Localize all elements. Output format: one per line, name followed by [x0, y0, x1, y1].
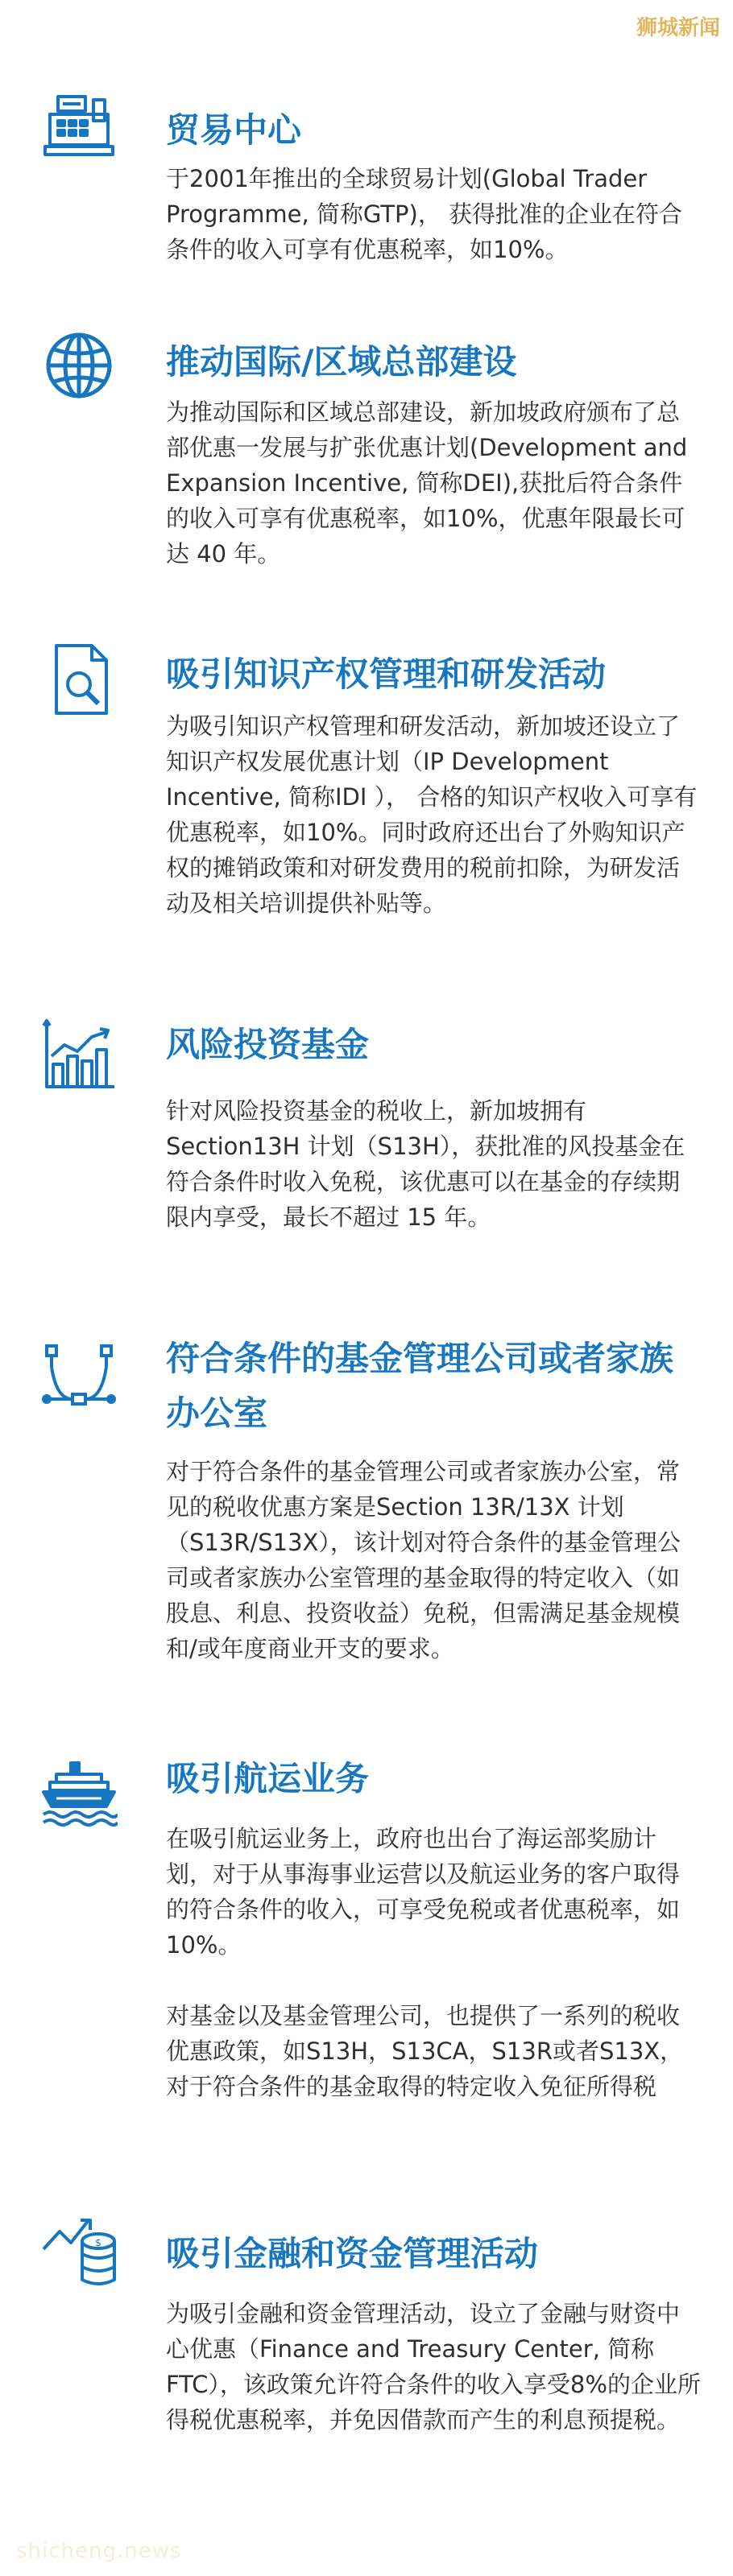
growth-chart-icon	[40, 1014, 118, 1092]
section-title: 吸引航运业务	[166, 1759, 370, 1798]
section-paragraph: 为吸引知识产权管理和研发活动，新加坡还设立了知识产权发展优惠计划（IP Development Incentive, 简称IDI ）， 合格的知识产权收入可享有优惠税率，如10%。同时政府还出台了外购知识产权的摊销政策和对研发费用的税前扣除，为研发活动及相关培训提供补贴等。	[166, 712, 698, 917]
section-paragraph: 对于符合条件的基金管理公司或者家族办公室，常见的税收优惠方案是Section 13R/13X 计划（S13R/S13X），该计划对符合条件的基金管理公司或者家族办公室管理的基金取得的特定收入（如股息、利息、投资收益）免税，但需满足基金规模和/或年度商业开支的要求。	[166, 1458, 681, 1662]
section-body	[166, 161, 702, 267]
cash-register-icon	[40, 87, 118, 164]
section-body	[166, 708, 702, 921]
document-search-icon	[40, 641, 118, 718]
section-paragraph: 为推动国际和区域总部建设，新加坡政府颁布了总部优惠一发展与扩张优惠计划(Development and Expansion Incentive, 简称DEI),获批后符合条件的收入可享有优惠税率，如10%，优惠年限最长可达 40 年。	[166, 398, 688, 568]
ship-icon	[40, 1753, 118, 1831]
section-title: 吸引知识产权管理和研发活动	[166, 654, 607, 694]
section-paragraph: 在吸引航运业务上，政府也出台了海运部奖励计划，对于从事海事业运营以及航运业务的客户取得的符合条件的收入，可享受免税或者优惠税率，如10%。	[166, 1825, 681, 1959]
coins-growth-icon	[40, 2212, 118, 2289]
section-title: 推动国际/区域总部建设	[166, 342, 517, 382]
section-paragraph: 于2001年推出的全球贸易计划(Global Trader Programme, 简称GTP)， 获得批准的企业在符合条件的收入可享有优惠税率，如10%。	[166, 165, 683, 263]
svg-text:$: $	[95, 2237, 101, 2248]
bezier-curve-icon	[40, 1343, 118, 1420]
section-body	[166, 2296, 702, 2438]
section-paragraph: 针对风险投资基金的税收上，新加坡拥有Section13H 计划（S13H），获批准的风投基金在符合条件时收入免税，该优惠可以在基金的存续期限内享受，最长不超过 15 年。	[166, 1097, 685, 1231]
section-title: 贸易中心	[166, 110, 302, 150]
section-title: 风险投资基金	[166, 1025, 370, 1064]
section-body	[166, 394, 702, 572]
watermark-bottom: shicheng.news	[16, 2539, 182, 2563]
watermark-top: 狮城新闻	[636, 16, 720, 40]
section-paragraph: 对基金以及基金管理公司，也提供了一系列的税收优惠政策，如S13H，S13CA，S13R或者S13X，对于符合条件的基金取得的特定收入免征所得税	[166, 2002, 684, 2100]
globe-icon	[40, 327, 118, 404]
section-body	[166, 1454, 702, 1666]
section-title: 吸引金融和资金管理活动	[166, 2234, 539, 2273]
section-body	[166, 1821, 702, 2104]
section-paragraph: 为吸引金融和资金管理活动，设立了金融与财资中心优惠（Finance and Treasury Center, 简称FTC），该政策允许符合条件的收入享受8%的企业所得税优惠税率，并免因借款而产生的利息预提税。	[166, 2300, 701, 2434]
section-body	[166, 1093, 702, 1235]
section-title: 符合条件的基金管理公司或者家族办公室	[166, 1339, 674, 1433]
